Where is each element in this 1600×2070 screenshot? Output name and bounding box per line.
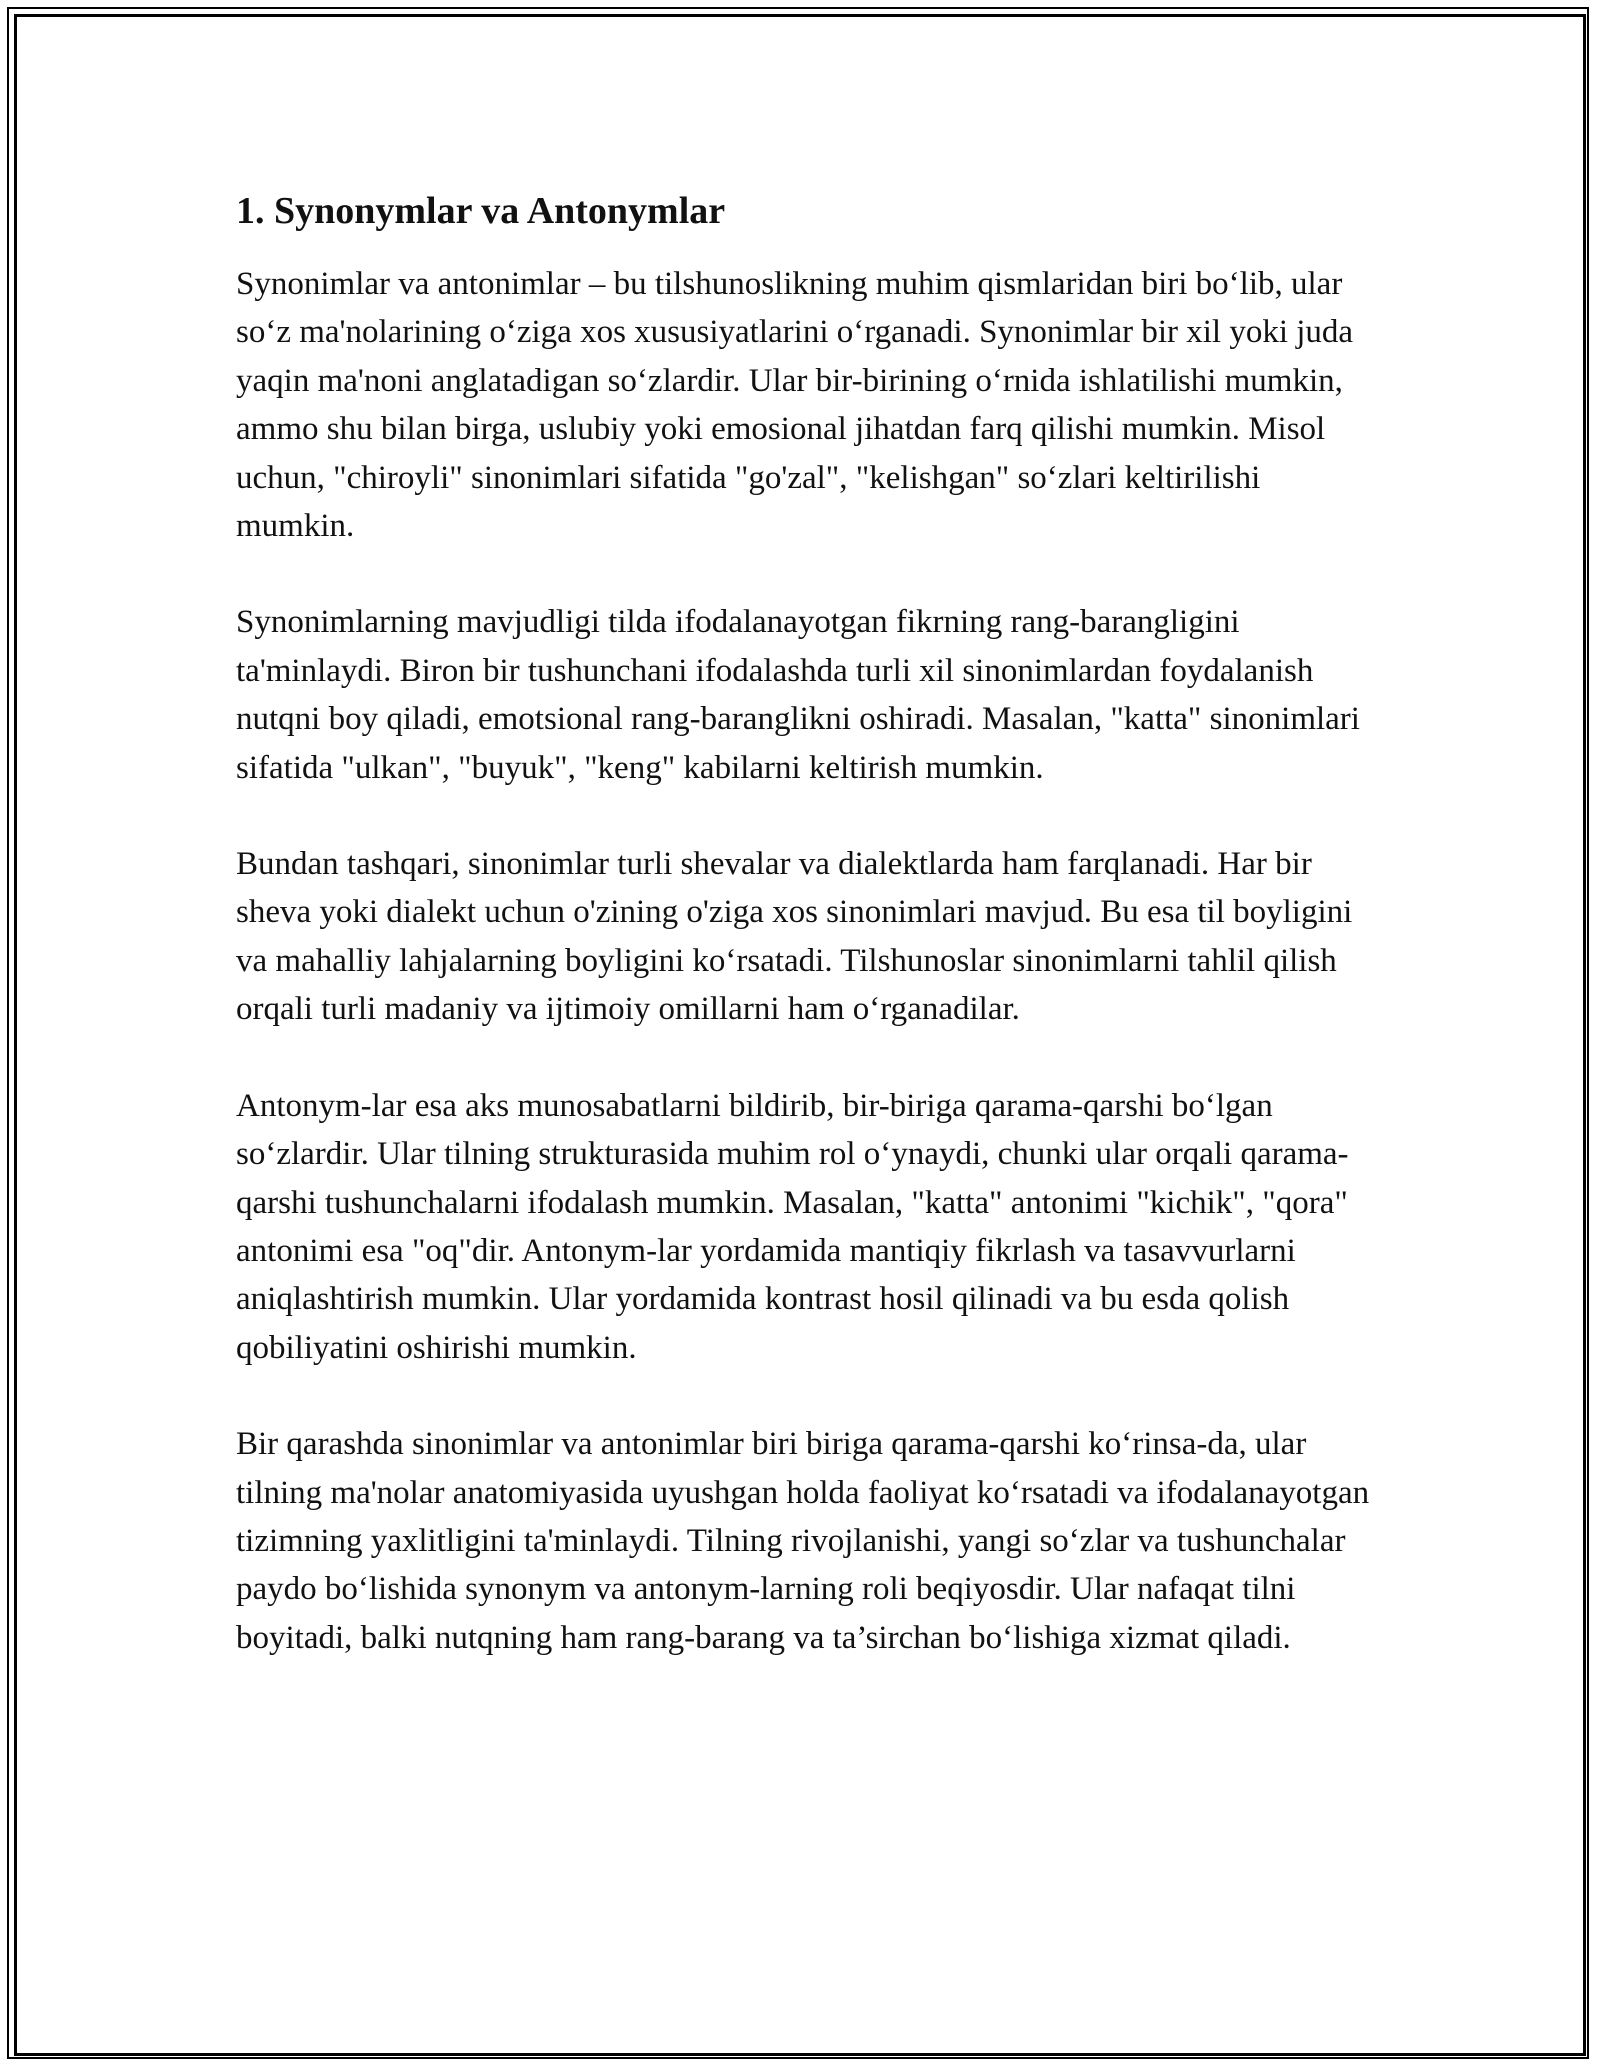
- paragraph-3: Bundan tashqari, sinonimlar turli shevalar va dialektlarda ham farqlanadi. Har bir sheva yoki dialekt uchun o'zining o'ziga xos sinonimlari mavjud. Bu esa til boyligini va mahalliy lahjalarning boyligini ko‘rsatadi. Tilshunoslar sinonimlarni tahlil qilish orqali turli madaniy va ijtimoiy omillarni ham o‘rganadilar.: [236, 846, 1353, 1028]
- paragraph-5: Bir qarashda sinonimlar va antonimlar biri biriga qarama-qarshi ko‘rinsa-da, ular tilning ma'nolar anatomiyasida uyushgan holda faoliyat ko‘rsatadi va ifodalanayotgan tizimning yaxlitligini ta'minlaydi. Tilning rivojlanishi, yangi so‘zlar va tushunchalar paydo bo‘lishida synonym va antonym-larning roli beqiyosdir. Ular nafaqat tilni boyitadi, balki nutqning ham rang-barang va ta’sirchan bo‘lishiga xizmat qiladi.: [236, 1426, 1370, 1656]
- paragraph-4: Antonym-lar esa aks munosabatlarni bildirib, bir-biriga qarama-qarshi bo‘lgan so‘zlardir. Ular tilning strukturasida muhim rol o‘ynaydi, chunki ular orqali qarama-qarshi tushunchalarni ifodalash mumkin. Masalan, "katta" antonimi "kichik", "qora" antonimi esa "oq"dir. Antonym-lar yordamida mantiqiy fikrlash va tasavvurlarni aniqlashtirish mumkin. Ular yordamida kontrast hosil qilinadi va bu esda qolish qobiliyatini oshirishi mumkin.: [236, 1087, 1349, 1366]
- paragraph-2: Synonimlarning mavjudligi tilda ifodalanayotgan fikrning rang-barangligini ta'minlaydi. Biron bir tushunchani ifodalashda turli xil sinonimlardan foydalanish nutqni boy qiladi, emotsional rang-baranglikni oshiradi. Masalan, "katta" sinonimlari sifatida "ulkan", "buyuk", "keng" kabilarni keltirish mumkin.: [236, 604, 1360, 786]
- section-heading: 1. Synonymlar va Antonymlar: [236, 190, 726, 232]
- document-body: [236, 188, 1376, 1710]
- paragraph-1: Synonimlar va antonimlar – bu tilshunoslikning muhim qismlaridan biri bo‘lib, ular so‘z ma'nolarining o‘ziga xos xususiyatlarini o‘rganadi. Synonimlar bir xil yoki juda yaqin ma'noni anglatadigan so‘zlardir. Ular bir-birining o‘rnida ishlatilishi mumkin, ammo shu bilan birga, uslubiy yoki emosional jihatdan farq qilishi mumkin. Misol uchun, "chiroyli" sinonimlari sifatida "go'zal", "kelishgan" so‘zlari keltirilishi mumkin.: [236, 266, 1354, 545]
